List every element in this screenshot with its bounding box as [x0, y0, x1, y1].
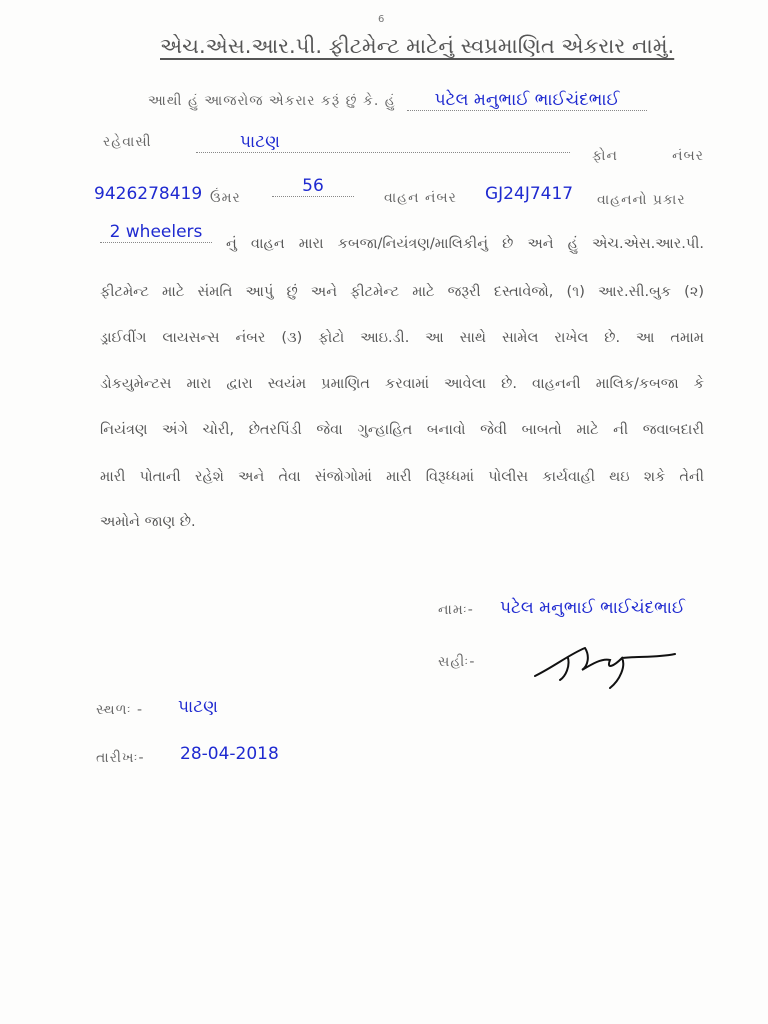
residence-label: રહેવાસી	[103, 134, 152, 150]
vehicle-type-label: વાહનનો પ્રકાર	[597, 192, 686, 208]
body-line: ડ્રાઈવીંગ લાયસન્સ નંબર (૩) ફોટો આઇ.ડી. આ સાથે સામેલ રાખેલ છે. આ તમામ	[100, 330, 704, 346]
residence-value: પાટણ	[240, 132, 280, 152]
body-line: નું વાહન મારા કબજા/નિયંત્રણ/માલિકીનું છે અને હું એચ.એસ.આર.પી.	[226, 236, 704, 252]
name-value: પટેલ મનુભાઈ ભાઈચંદભાઈ	[434, 90, 620, 110]
residence-field	[196, 132, 570, 153]
body-line: નિયંત્રણ અંગે ચોરી, છેતરપિંડી જેવા ગુન્હાહિત બનાવો જેવી બાબતો માટે ની જવાબદારી	[100, 422, 704, 438]
date-label: તારીખઃ-	[96, 750, 145, 766]
page-number: 6	[378, 14, 385, 25]
place-value: પાટણ	[178, 697, 218, 717]
age-field	[272, 176, 354, 197]
vehicle-no-value: GJ24J7417	[485, 184, 574, 204]
sign-name-value: પટેલ મનુભાઈ ભાઈચંદભાઈ	[500, 598, 686, 618]
date-value: 28-04-2018	[180, 744, 279, 764]
sign-name-label: નામઃ-	[438, 602, 474, 618]
body-line: મારી પોતાની રહેશે અને તેવા સંજોગોમાં મારી વિરૂધ્ધમાં પોલીસ કાર્યવાહી થઇ શકે તેની	[100, 469, 704, 485]
intro-label: આથી હું આજરોજ એકરાર કરૂં છું કે. હું	[148, 93, 396, 109]
age-value: 56	[302, 176, 324, 196]
phone-value: 9426278419	[94, 184, 203, 204]
intro-line	[148, 90, 647, 111]
body-line: ફીટમેન્ટ માટે સંમતિ આપું છું અને ફીટમેન્ટ માટે જરૂરી દસ્તાવેજો, (૧) આર.સી.બુક (૨)	[100, 284, 704, 300]
place-label: સ્થળઃ -	[96, 702, 144, 718]
signature-image	[530, 636, 680, 696]
vehicle-type-field	[100, 222, 212, 243]
body-line: ડોકયુમેન્ટસ મારા દ્વારા સ્વયંમ પ્રમાણિત કરવામાં આવેલા છે. વાહનની માલિક/કબજા કે	[100, 376, 704, 392]
signature-label: સહીઃ-	[438, 654, 476, 670]
name-field	[407, 90, 647, 111]
document-title: એચ.એસ.આર.પી. ફીટમેન્ટ માટેનું સ્વપ્રમાણિત એકરાર નામું.	[160, 34, 675, 58]
vehicle-no-label: વાહન નંબર	[384, 190, 457, 206]
age-label: ઉંમર	[210, 190, 241, 206]
body-line: અમોને જાણ છે.	[100, 514, 196, 530]
phone-label: ફોન નંબર	[592, 148, 704, 164]
vehicle-type-value: 2 wheelers	[109, 222, 203, 242]
